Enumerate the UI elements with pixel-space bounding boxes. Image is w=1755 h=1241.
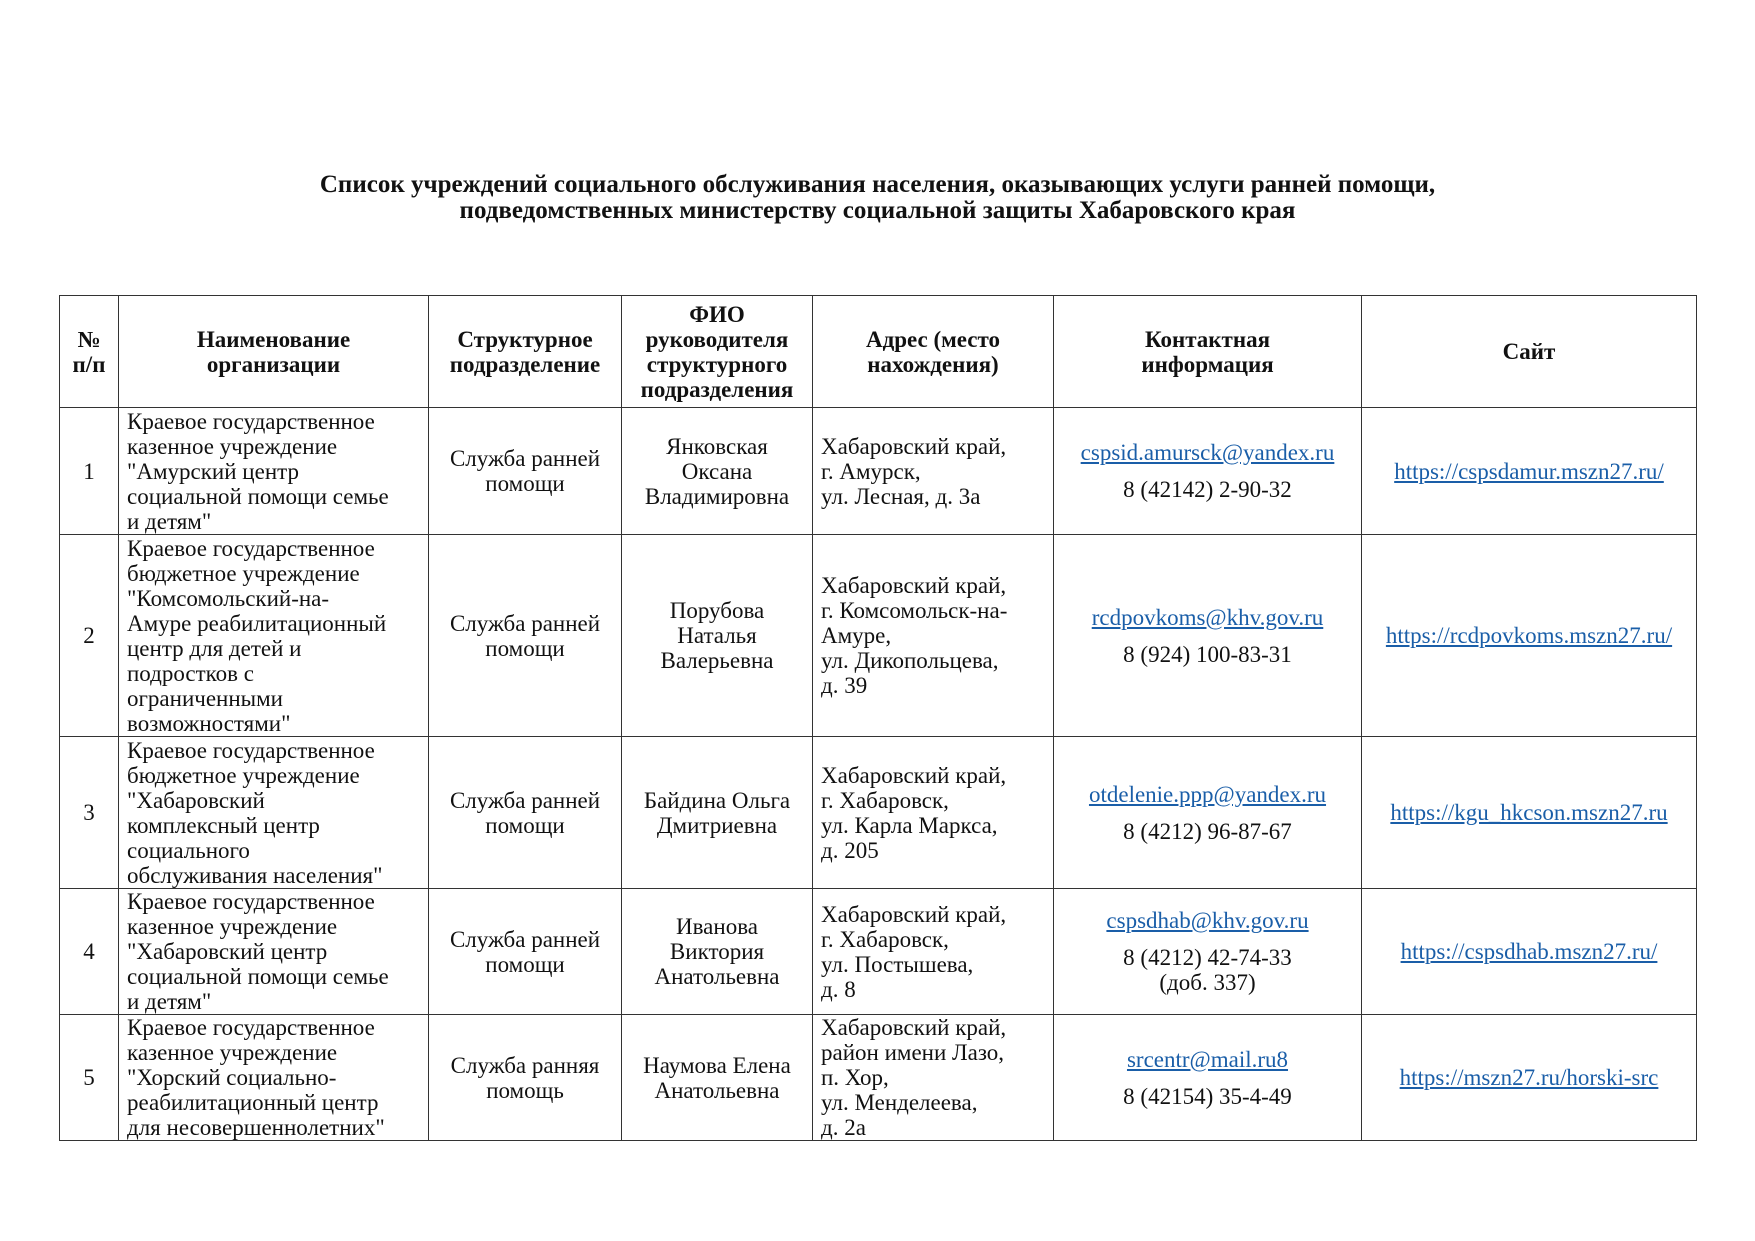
phone-extension: (доб. 337) [1159,970,1256,995]
header-address: Адрес (место нахождения) [813,296,1054,408]
table-row [60,535,1697,737]
table-row [60,1015,1697,1141]
phone-number: 8 (42154) 35-4-49 [1123,1083,1292,1109]
header-contact: Контактная информация [1054,296,1362,408]
phone-number: 8 (924) 100-83-31 [1123,641,1292,667]
row-number: 3 [60,737,119,889]
header-unit: Структурное подразделение [429,296,622,408]
address: Хабаровский край, г. Хабаровск, ул. Карла Маркса, д. 205 [813,737,1054,889]
unit-name: Служба ранней помощи [429,889,622,1015]
head-name: Иванова Виктория Анатольевна [622,889,813,1015]
title-line-2: подведомственных министерству социальной защиты Хабаровского края [459,197,1296,224]
organization-name: Краевое государственное казенное учреждение "Хабаровский центр социальной помощи семье и детям" [119,889,429,1015]
phone-number: 8 (42142) 2-90-32 [1123,477,1292,502]
address: Хабаровский край, район имени Лазо, п. Хор, ул. Менделеева, д. 2а [813,1015,1054,1141]
table-header-row [60,296,1697,408]
contact-info [1054,889,1362,1015]
address: Хабаровский край, г. Амурск, ул. Лесная, д. 3а [813,408,1054,535]
email-link[interactable]: rcdpovkoms@khv.gov.ru [1091,604,1324,630]
head-name: Порубова Наталья Валерьевна [622,535,813,737]
row-number: 1 [60,408,119,535]
website-link[interactable]: https://kgu_hkcson.mszn27.ru [1390,800,1668,825]
institutions-table [59,295,1697,1141]
header-head-name: ФИО руководителя структурного подразделения [622,296,813,408]
site-cell [1362,889,1697,1015]
organization-name: Краевое государственное бюджетное учреждение "Хабаровский комплексный центр социального обслуживания населения" [119,737,429,889]
contact-info [1054,535,1362,737]
organization-name: Краевое государственное казенное учреждение "Амурский центр социальной помощи семье и детям" [119,408,429,535]
email-link[interactable]: cspsid.amursck@yandex.ru [1080,440,1335,465]
site-cell [1362,535,1697,737]
site-cell [1362,1015,1697,1141]
unit-name: Служба ранней помощи [429,535,622,737]
table-row [60,889,1697,1015]
email-link[interactable]: otdelenie.ppp@yandex.ru [1088,781,1327,807]
email-link[interactable]: srcentr@mail.ru8 [1126,1046,1289,1072]
header-number: № п/п [60,296,119,408]
contact-info [1054,1015,1362,1141]
table-row [60,737,1697,889]
head-name: Байдина Ольга Дмитриевна [622,737,813,889]
title-line-1: Список учреждений социального обслуживания населения, оказывающих услуги ранней помощи, [319,171,1436,198]
row-number: 5 [60,1015,119,1141]
organization-name: Краевое государственное казенное учреждение "Хорский социально- реабилитационный центр для несовершеннолетних" [119,1015,429,1141]
document-title [0,172,1755,224]
address: Хабаровский край, г. Хабаровск, ул. Постышева, д. 8 [813,889,1054,1015]
site-cell [1362,737,1697,889]
website-link[interactable]: https://rcdpovkoms.mszn27.ru/ [1385,623,1673,648]
website-link[interactable]: https://mszn27.ru/horski-src [1399,1065,1659,1090]
row-number: 2 [60,535,119,737]
phone-number: 8 (4212) 42-74-33 [1123,945,1292,970]
email-link[interactable]: cspsdhab@khv.gov.ru [1106,908,1309,933]
contact-info [1054,408,1362,535]
table-row [60,408,1697,535]
unit-name: Служба ранней помощи [429,408,622,535]
head-name: Наумова Елена Анатольевна [622,1015,813,1141]
header-organization: Наименование организации [119,296,429,408]
head-name: Янковская Оксана Владимировна [622,408,813,535]
website-link[interactable]: https://cspsdamur.mszn27.ru/ [1394,458,1664,484]
phone-number: 8 (4212) 96-87-67 [1123,818,1292,844]
unit-name: Служба ранняя помощь [429,1015,622,1141]
organization-name: Краевое государственное бюджетное учреждение "Комсомольский-на- Амуре реабилитационный центр для детей и подростков с ограниченными возможностями" [119,535,429,737]
site-cell [1362,408,1697,535]
address: Хабаровский край, г. Комсомольск-на- Амуре, ул. Дикопольцева, д. 39 [813,535,1054,737]
unit-name: Служба ранней помощи [429,737,622,889]
header-site: Сайт [1362,296,1697,408]
website-link[interactable]: https://cspsdhab.mszn27.ru/ [1400,939,1658,964]
contact-info [1054,737,1362,889]
row-number: 4 [60,889,119,1015]
